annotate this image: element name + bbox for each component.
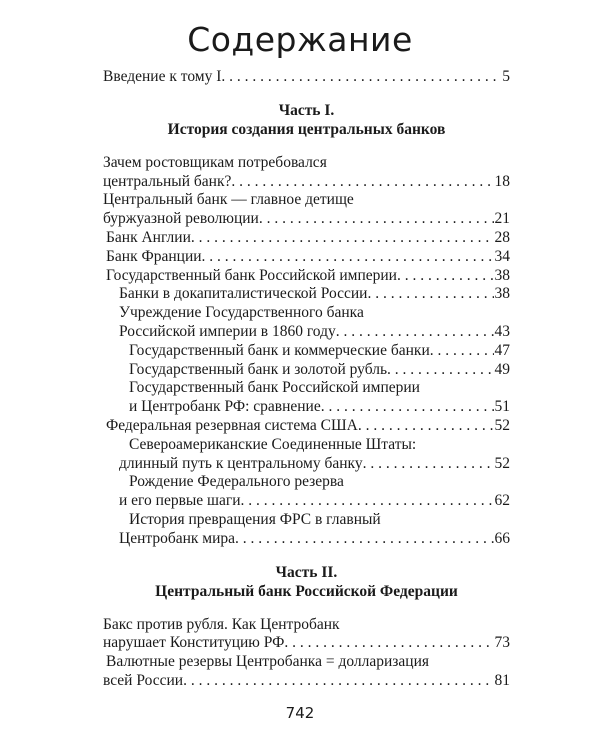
toc-entry[interactable] [103, 229, 510, 248]
dot-leader [336, 323, 494, 342]
dot-leader [202, 248, 494, 267]
toc-entry[interactable] [103, 248, 510, 267]
toc-entry-page: 21 [494, 210, 510, 228]
toc-entry-page: 5 [502, 68, 510, 85]
toc-entry-title-line: Учреждение Государственного банка [119, 304, 364, 322]
toc-entry[interactable] [103, 653, 510, 691]
dot-leader [367, 285, 493, 304]
toc-entry-title-line: Североамериканские Соединенные Штаты: [129, 435, 417, 453]
toc-entry-page: 43 [494, 322, 510, 340]
toc-entry[interactable] [103, 342, 510, 361]
toc-entry[interactable] [103, 436, 510, 474]
toc-entry[interactable] [103, 379, 510, 417]
toc-entry[interactable] [103, 285, 510, 304]
toc-entry-title: Банки в докапиталистической России [119, 285, 368, 303]
toc-entry-title: длинный путь к центральному банку [119, 454, 363, 472]
toc-entry[interactable] [103, 154, 510, 192]
table-of-contents [103, 68, 510, 691]
toc-entry[interactable] [103, 417, 510, 436]
part-2-heading: Центральный банк Российской Федерации [155, 582, 458, 600]
dot-leader [259, 210, 494, 229]
dot-leader [387, 361, 493, 380]
toc-entry-title: Банк Англии [106, 228, 191, 246]
toc-entry-page: 81 [494, 671, 510, 689]
dot-leader [191, 229, 494, 248]
toc-entry-page: 66 [494, 529, 510, 547]
toc-entry-page: 52 [494, 454, 510, 472]
dot-leader [183, 672, 493, 691]
toc-entry-page: 47 [494, 341, 510, 359]
toc-entry-page: 52 [494, 416, 510, 434]
toc-entry-title: Банк Франции [106, 247, 202, 265]
toc-entry-title: всей России [103, 671, 184, 689]
toc-entry-title-line: Центральный банк — главное детище [103, 191, 354, 209]
toc-entry-title-line: Бакс против рубля. Как Центробанк [103, 615, 340, 633]
dot-leader [221, 68, 501, 87]
dot-leader [358, 417, 494, 436]
dot-leader [321, 398, 494, 417]
dot-leader [231, 173, 493, 192]
toc-entry-title: Государственный банк и коммерческие банки [129, 341, 430, 359]
dot-leader [284, 634, 493, 653]
toc-entry-page: 38 [494, 285, 510, 303]
toc-entry[interactable] [103, 473, 510, 511]
page-title: Содержание [187, 20, 413, 59]
toc-entry-title: нарушает Конституцию РФ [103, 634, 285, 652]
toc-entry[interactable] [103, 191, 510, 229]
dot-leader [430, 342, 494, 361]
part-1-heading: История создания центральных банков [167, 120, 446, 138]
toc-entry-title: Введение к тому I [103, 68, 222, 85]
toc-entry-page: 38 [494, 266, 510, 284]
toc-entry[interactable] [103, 304, 510, 342]
toc-entry-page: 34 [494, 247, 510, 265]
toc-entry-title: и его первые шаги [119, 492, 241, 510]
toc-entry-page: 51 [494, 398, 510, 416]
toc-entry-page: 62 [494, 492, 510, 510]
toc-entry-title-line: История превращения ФРС в главный [129, 510, 381, 528]
part-2-label: Часть II. [275, 563, 338, 581]
toc-entry-page: 18 [494, 172, 510, 190]
toc-entry[interactable] [103, 267, 510, 286]
toc-entry-title-line: Рождение Федерального резерва [129, 473, 344, 491]
toc-entry-title-line: Государственный банк Российской империи [129, 379, 420, 397]
toc-entry-title: Российской империи в 1860 году [119, 322, 336, 340]
part-1-label: Часть I. [278, 101, 335, 119]
toc-entry-intro[interactable] [103, 68, 510, 87]
toc-entry-title: Государственный банк Российской империи [106, 266, 397, 284]
dot-leader [397, 267, 494, 286]
toc-entry-page: 73 [494, 634, 510, 652]
toc-entry[interactable] [103, 511, 510, 549]
toc-entry-page: 49 [494, 360, 510, 378]
toc-entry-title: Государственный банк и золотой рубль [129, 360, 388, 378]
toc-entry-title: Федеральная резервная система США [106, 416, 358, 434]
toc-entry[interactable] [103, 361, 510, 380]
toc-entry-title: центральный банк? [103, 172, 232, 190]
dot-leader [241, 492, 494, 511]
dot-leader [363, 455, 494, 474]
toc-entry-page: 28 [494, 228, 510, 246]
toc-entry-title-line: Валютные резервы Центробанка = долларизация [106, 653, 429, 671]
dot-leader [235, 530, 493, 549]
page-number: 742 [285, 704, 315, 722]
toc-entry-title: и Центробанк РФ: сравнение [129, 398, 321, 416]
toc-entry-title: буржуазной революции [103, 210, 259, 228]
toc-entry-title-line: Зачем ростовщикам потребовался [103, 153, 327, 171]
toc-entry[interactable] [103, 616, 510, 654]
toc-entry-title: Центробанк мира [119, 529, 236, 547]
